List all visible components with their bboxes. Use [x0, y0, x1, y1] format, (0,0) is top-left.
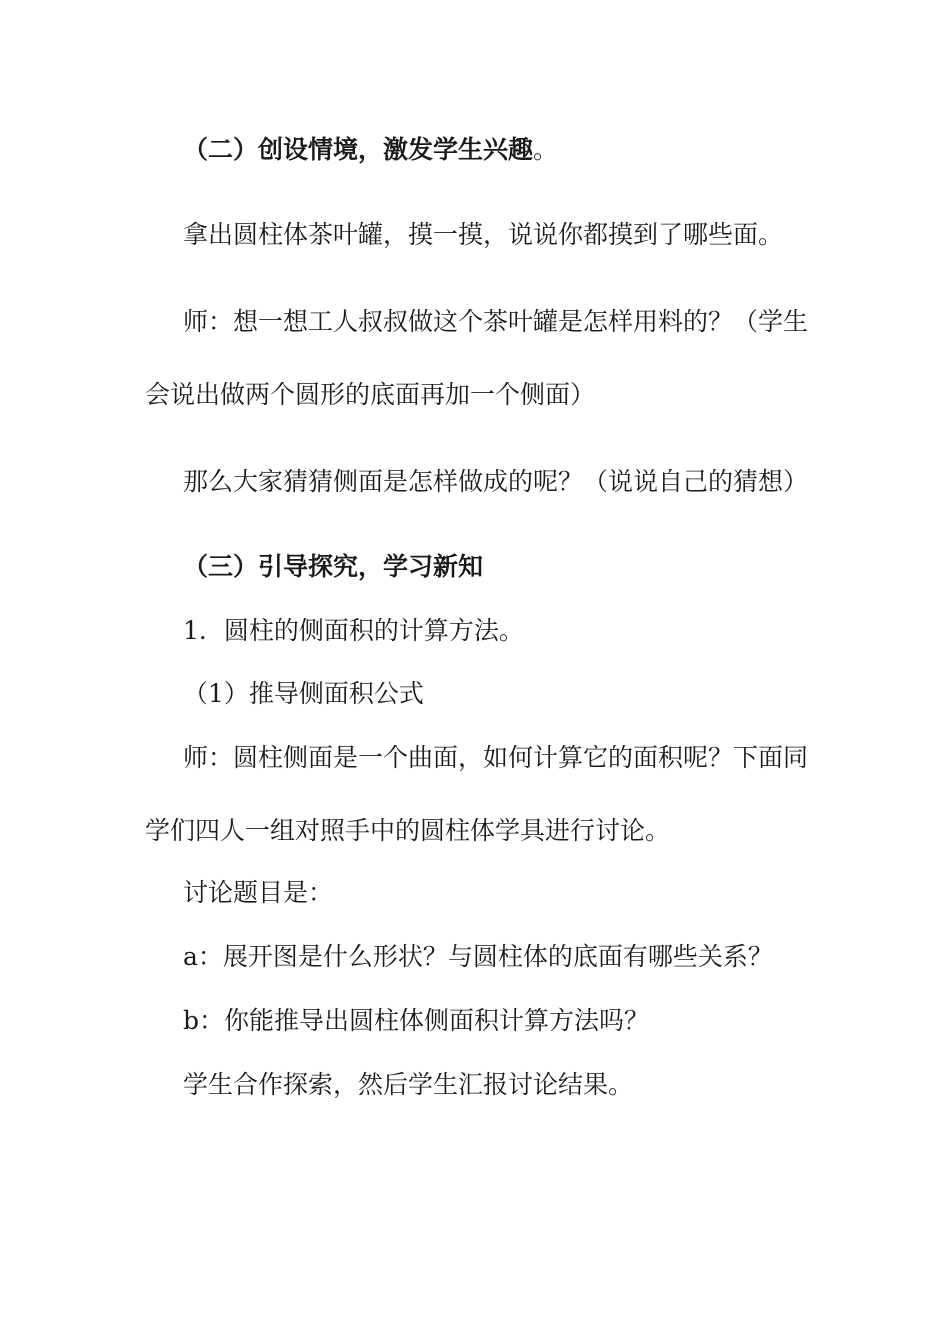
- section-heading-2: [183, 133, 820, 167]
- section-heading-2-punct: 。: [533, 135, 559, 164]
- paragraph-curved-surface-line1: 师：圆柱侧面是一个曲面，如何计算它的面积呢？下面同: [183, 743, 809, 772]
- paragraph-curved-surface-line2: 学们四人一组对照手中的圆柱体学具进行讨论。: [145, 816, 671, 845]
- paragraph-tea-can: 拿出圆柱体茶叶罐，摸一摸，说说你都摸到了哪些面。: [183, 220, 784, 249]
- paragraph-discussion-topics: 讨论题目是：: [183, 878, 334, 907]
- list-item-1: 1．圆柱的侧面积的计算方法。: [183, 616, 524, 645]
- paragraph-teacher-question-line2: 会说出做两个圆形的底面再加一个侧面）: [145, 380, 596, 409]
- paragraph-teacher-question-line1: 师：想一想工人叔叔做这个茶叶罐是怎样用料的？（学生: [183, 307, 809, 336]
- paragraph-guess: 那么大家猜猜侧面是怎样做成的呢？（说说自己的猜想）: [183, 467, 809, 496]
- section-heading-3: （三）引导探究，学习新知: [183, 552, 484, 581]
- question-a: a：展开图是什么形状？与圆柱体的底面有哪些关系？: [183, 942, 773, 971]
- paragraph-student-report: 学生合作探索，然后学生汇报讨论结果。: [183, 1070, 634, 1099]
- question-b: b：你能推导出圆柱体侧面积计算方法吗？: [183, 1006, 650, 1035]
- section-heading-2-text: （二）创设情境，激发学生兴趣: [183, 135, 534, 164]
- sub-item-1: （1）推导侧面积公式: [183, 679, 424, 708]
